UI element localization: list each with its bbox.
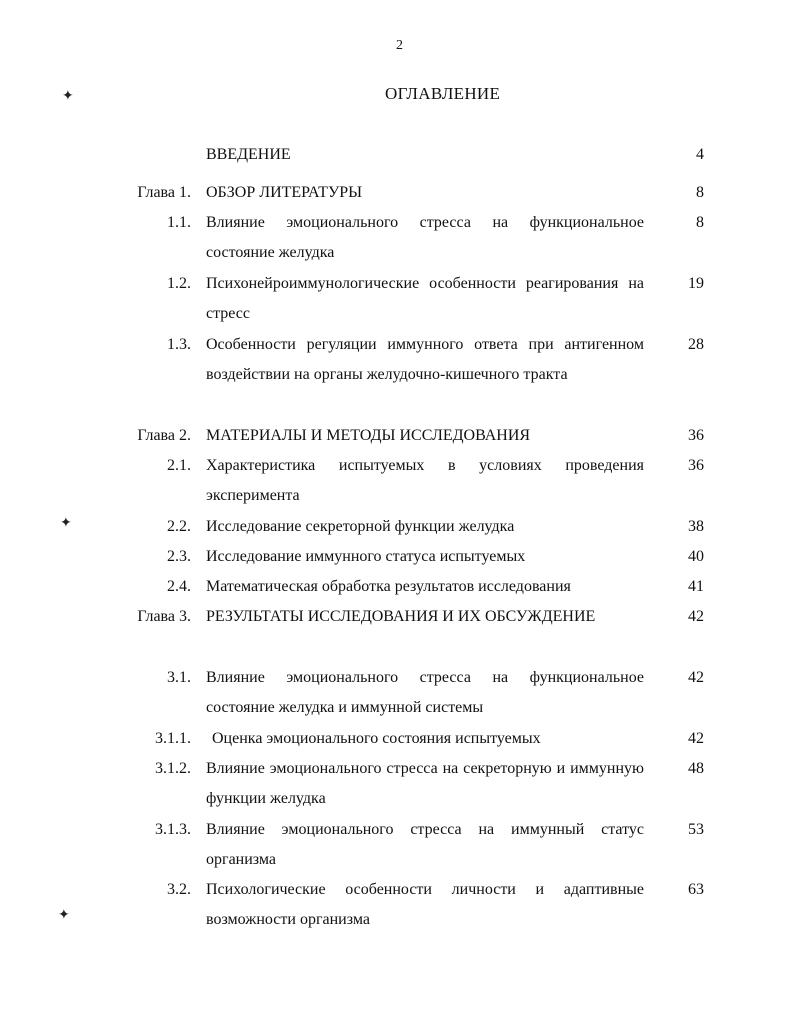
entry-title: Психонейроиммунологические особенности реагирования на стресс [206,275,644,322]
entry-title: РЕЗУЛЬТАТЫ ИССЛЕДОВАНИЯ И ИХ ОБСУЖДЕНИЕ [206,608,596,625]
entry-page: 41 [688,578,704,595]
toc-title: ОГЛАВЛЕНИЕ [385,84,501,103]
entry-number: 2.4. [167,578,191,595]
entry-number: 1.3. [167,336,191,353]
entry-page: 38 [688,518,704,535]
entry-page: 42 [688,608,704,625]
entry-page: 40 [688,548,704,565]
entry-page: 4 [696,146,704,163]
entry-title: Влияние эмоционального стресса на функциональное состояние желудка [206,214,644,261]
entry-title: МАТЕРИАЛЫ И МЕТОДЫ ИССЛЕДОВАНИЯ [206,427,531,444]
entry-title: Особенности регуляции иммунного ответа при антигенном воздействии на органы желудочно-кишечного тракта [206,336,644,383]
entry-page: 28 [688,336,704,353]
entry-title: Математическая обработка результатов исследования [206,578,571,595]
entry-title: Характеристика испытуемых в условиях проведения эксперимента [206,457,644,504]
entry-page: 36 [688,457,704,474]
entry-number: 3.2. [167,881,191,898]
entry-number: Глава 3. [137,608,191,625]
entry-number: 2.1. [167,457,191,474]
entry-page: 19 [688,275,704,292]
entry-title: Оценка эмоционального состояния испытуемых [212,730,541,747]
entry-page: 42 [688,669,704,686]
entry-number: 3.1.3. [155,821,191,838]
scan-speck: ✦ [58,908,70,923]
entry-number: Глава 1. [137,184,191,201]
entry-title: Влияние эмоционального стресса на секреторную и иммунную функции желудка [206,760,644,807]
scan-speck: ✦ [62,89,74,104]
entry-page: 36 [688,427,704,444]
entry-number: 2.2. [167,518,191,535]
entry-number: 1.2. [167,275,191,292]
entry-title: Психологические особенности личности и адаптивные возможности организма [206,881,644,928]
entry-title: Влияние эмоционального стресса на иммунный статус организма [206,821,644,868]
entry-number: 3.1. [167,669,191,686]
entry-page: 42 [688,730,704,747]
entry-title: Исследование секреторной функции желудка [206,518,515,535]
entry-number: 3.1.2. [155,760,191,777]
entry-page: 48 [688,760,704,777]
scan-speck: ✦ [60,516,72,531]
entry-number: 1.1. [167,214,191,231]
entry-title: ОБЗОР ЛИТЕРАТУРЫ [206,184,363,201]
entry-title: Влияние эмоционального стресса на функциональное состояние желудка и иммунной системы [206,669,644,716]
entry-number: 3.1.1. [155,730,191,747]
page-number: 2 [396,38,403,53]
entry-page: 8 [696,214,704,231]
entry-page: 53 [688,821,704,838]
entry-title: ВВЕДЕНИЕ [206,146,291,163]
entry-page: 8 [696,184,704,201]
entry-number: Глава 2. [137,427,191,444]
entry-number: 2.3. [167,548,191,565]
entry-title: Исследование иммунного статуса испытуемых [206,548,526,565]
entry-page: 63 [688,881,704,898]
